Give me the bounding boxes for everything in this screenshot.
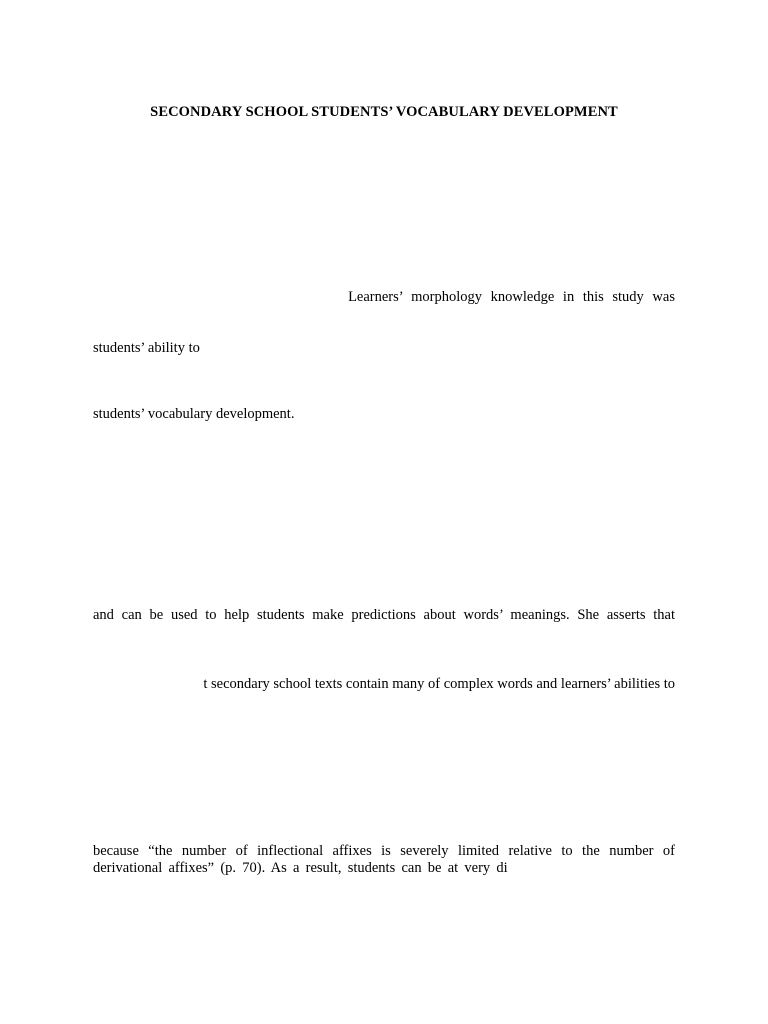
- text-line-secondary-texts: t secondary school texts contain many of complex words and learners’ abilities to: [203, 676, 675, 692]
- document-title: SECONDARY SCHOOL STUDENTS’ VOCABULARY DEVELOPMENT: [150, 104, 618, 120]
- text-line-vocabulary-development: students’ vocabulary development.: [93, 406, 295, 422]
- text-line-predictions: and can be used to help students make predictions about words’ meanings. She asserts that: [93, 607, 675, 623]
- text-line-students-ability: students’ ability to: [93, 340, 200, 356]
- text-line-learners-morphology: Learners’ morphology knowledge in this study was: [348, 289, 675, 305]
- text-line-derivational-affixes: derivational affixes” (p. 70). As a result, students can be at very di: [93, 860, 508, 876]
- text-line-inflectional-affixes: because “the number of inflectional affixes is severely limited relative to the number of: [93, 843, 675, 859]
